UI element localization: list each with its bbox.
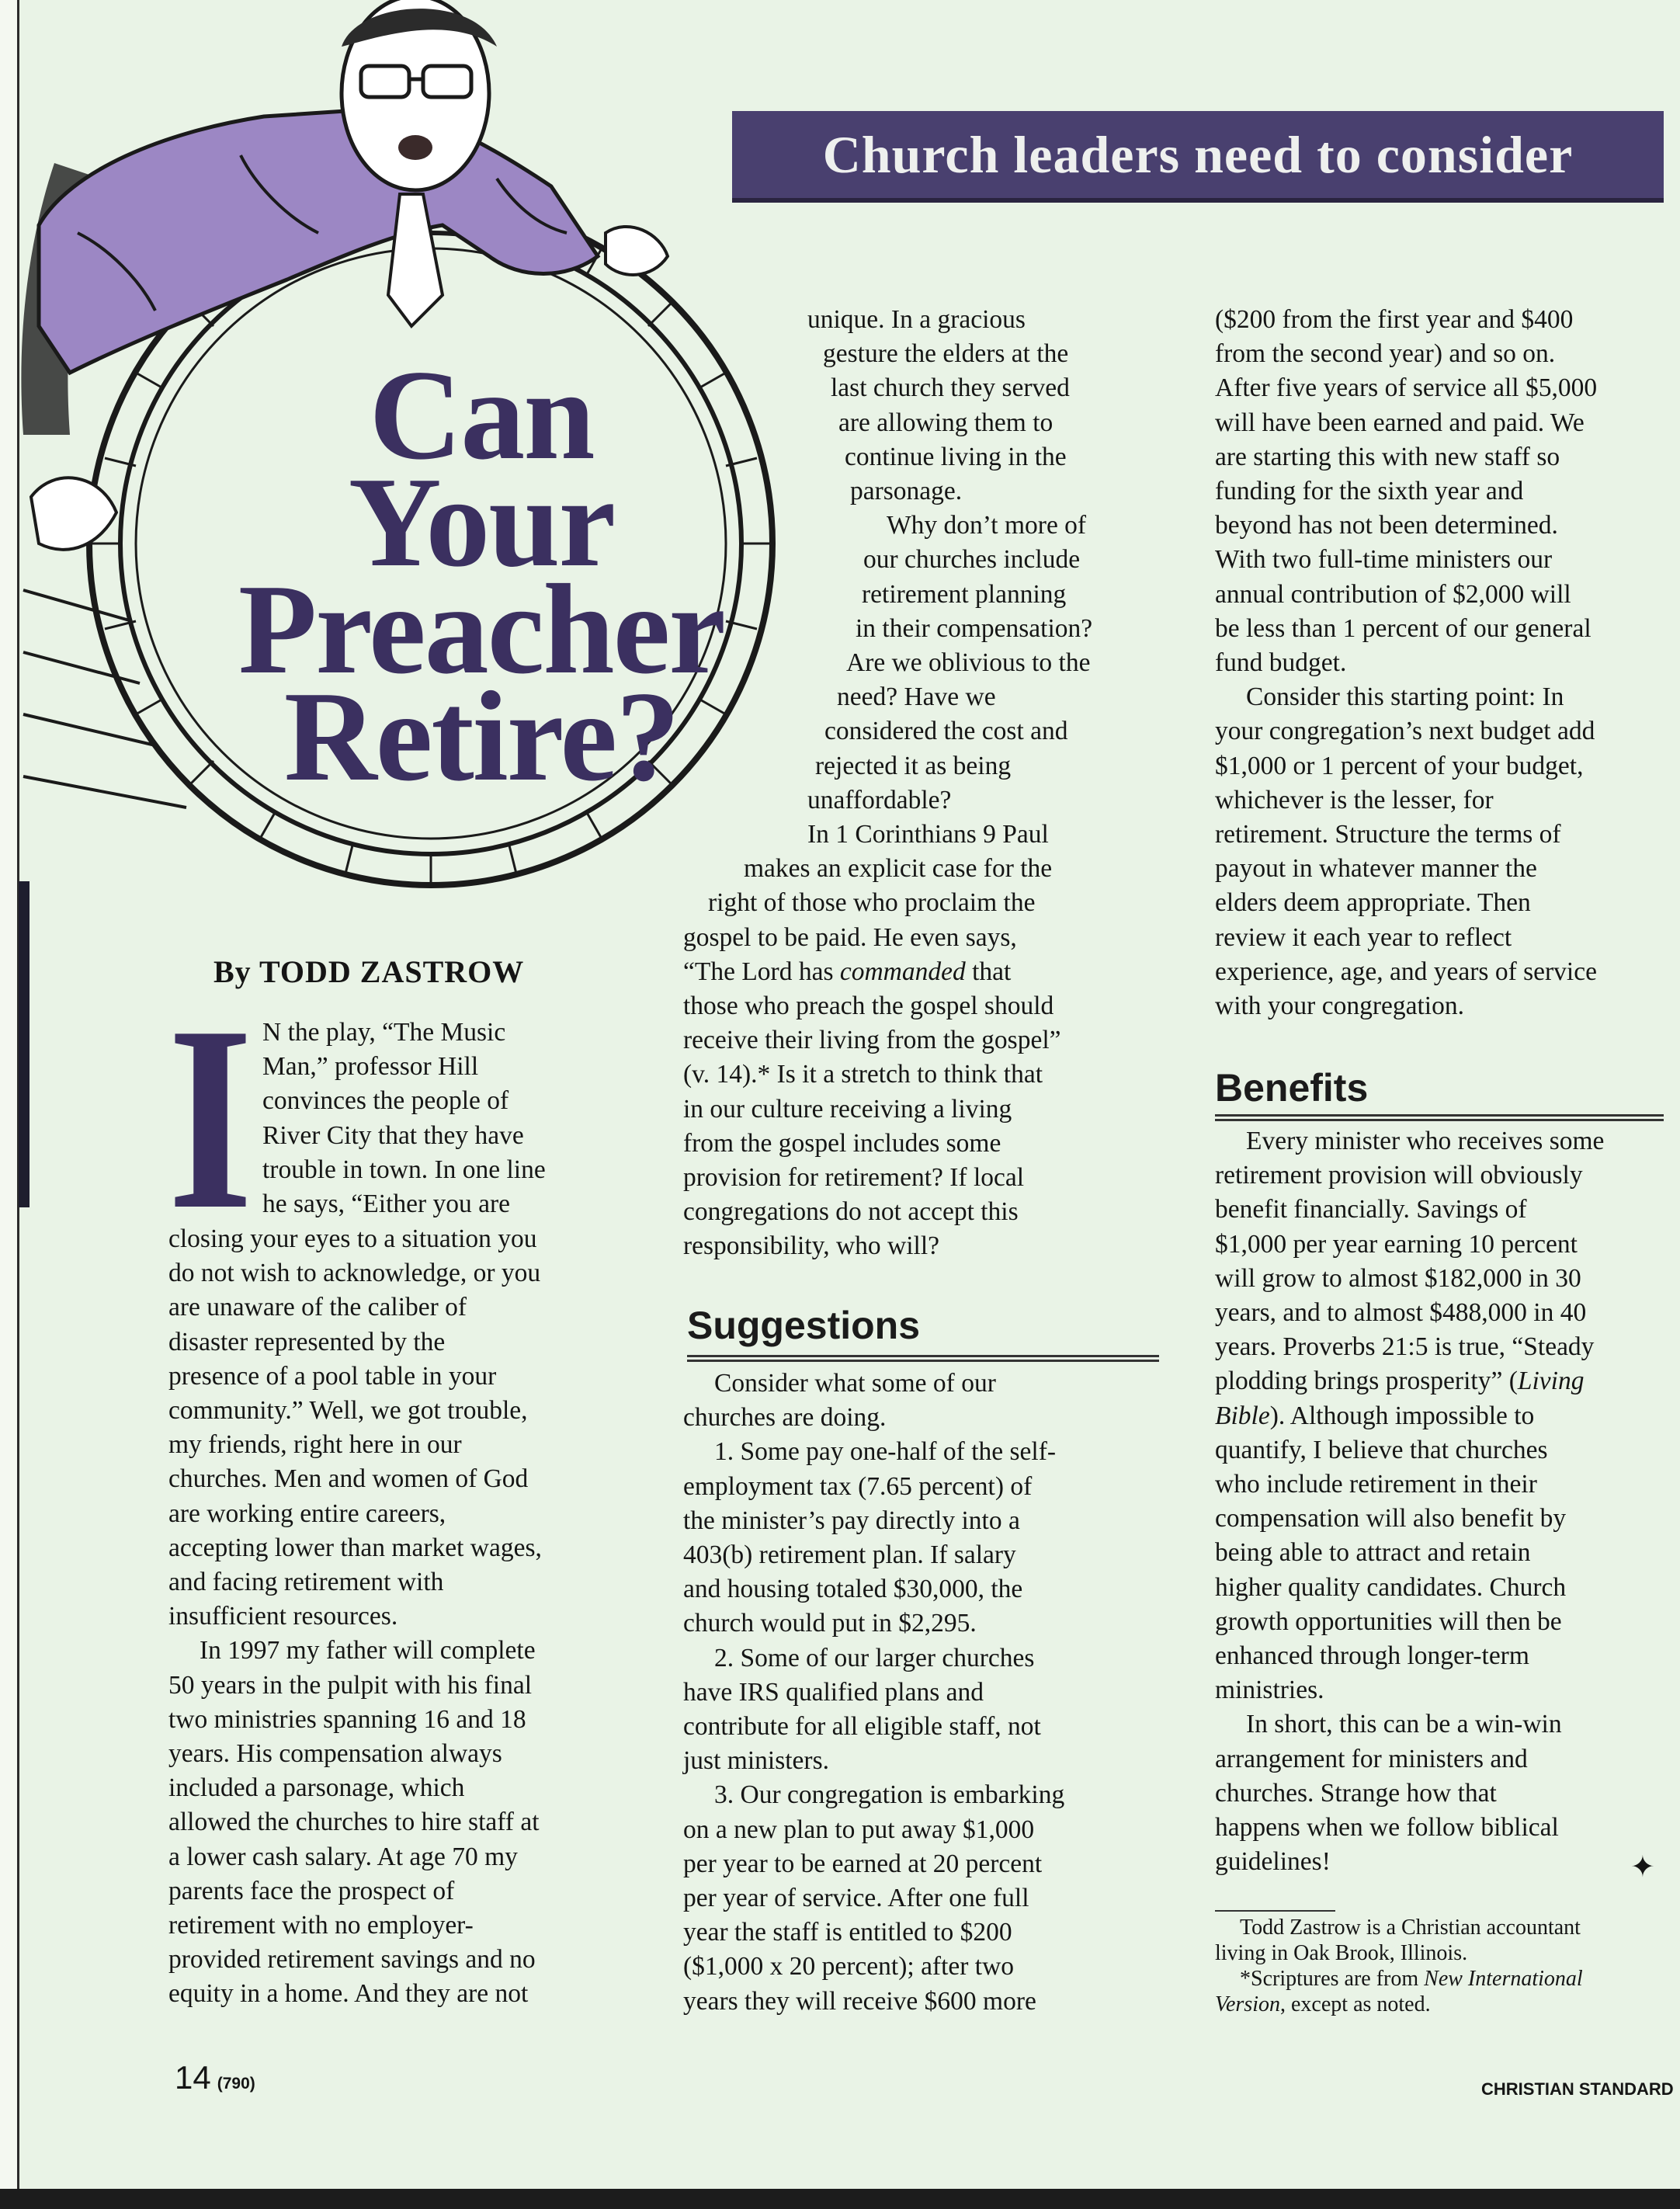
text-line: contribute for all eligible staff, not <box>683 1712 1041 1742</box>
text-line: on a new plan to put away $1,000 <box>683 1815 1035 1844</box>
text-line: unique. In a gracious <box>807 305 1026 334</box>
text-line: In 1997 my father will complete <box>200 1636 536 1665</box>
text-line: have IRS qualified plans and <box>683 1677 984 1707</box>
title-line: Preacher <box>238 557 725 700</box>
text-line: will grow to almost $182,000 in 30 <box>1215 1263 1581 1293</box>
text-line: annual contribution of $2,000 will <box>1215 579 1571 609</box>
header-banner <box>732 111 1664 203</box>
text-line: equity in a home. And they are not <box>168 1979 529 2009</box>
column-3-bottom <box>1215 1124 1665 1879</box>
emphasis: Living <box>1517 1367 1585 1396</box>
text-line: Are we oblivious to the <box>846 648 1091 678</box>
text-line: be less than 1 percent of our general <box>1215 613 1591 643</box>
text-line: payout in whatever manner the <box>1215 854 1537 884</box>
text-line: enhanced through longer-term <box>1215 1641 1529 1671</box>
text-line: whichever is the lesser, for <box>1215 785 1494 814</box>
text-line: With two full-time ministers our <box>1215 545 1553 575</box>
text-line: presence of a pool table in your <box>168 1361 497 1391</box>
text-line: (v. 14).* Is it a stretch to think that <box>683 1060 1043 1089</box>
text-line: 1. Some pay one-half of the self- <box>714 1437 1057 1467</box>
text-line: churches. Strange how that <box>1215 1778 1497 1808</box>
text-line: gospel to be paid. He even says, <box>683 922 1017 952</box>
text-line: retirement planning <box>862 579 1067 609</box>
text-line: Consider this starting point: In <box>1246 682 1564 712</box>
text-line: will have been earned and paid. We <box>1215 408 1585 437</box>
text-line: last church they served <box>831 373 1070 403</box>
text-line: included a parsonage, which <box>168 1773 465 1803</box>
text-line: In 1 Corinthians 9 Paul <box>807 820 1049 849</box>
heading-rule <box>1215 1114 1664 1121</box>
text-line: two ministries spanning 16 and 18 <box>168 1704 526 1734</box>
text-line: Consider what some of our <box>714 1369 996 1398</box>
text-line: $1,000 or 1 percent of your budget, <box>1215 751 1584 780</box>
text-line: employment tax (7.65 percent) of <box>683 1471 1033 1501</box>
text-line: being able to attract and retain <box>1215 1538 1531 1568</box>
text-line: 2. Some of our larger churches <box>714 1643 1035 1672</box>
text-line: are unaware of the caliber of <box>168 1293 467 1322</box>
emphasis: Bible <box>1215 1401 1270 1430</box>
drop-cap-letter: I <box>168 971 253 1264</box>
text-line: in our culture receiving a living <box>683 1094 1012 1124</box>
text-line: those who preach the gospel should <box>683 992 1054 1021</box>
text-line: years. Proverbs 21:5 is true, “Steady <box>1215 1332 1595 1362</box>
text-line: years they will receive $600 more <box>683 1986 1036 2016</box>
text-line: ($1,000 x 20 percent); after two <box>683 1952 1015 1982</box>
byline: By TODD ZASTROW <box>213 954 525 989</box>
author-footnote <box>1215 1915 1665 2017</box>
page-number: 14 <box>175 2059 211 2096</box>
text-run: plodding brings prosperity” ( <box>1215 1367 1518 1396</box>
text-line: per year of service. After one full <box>683 1884 1029 1913</box>
text-line: continue living in the <box>845 442 1067 471</box>
text-line: River City that they have <box>262 1120 524 1150</box>
text-line: community.” Well, we got trouble, <box>168 1396 528 1426</box>
text-line: 403(b) retirement plan. If salary <box>683 1540 1016 1570</box>
text-line: churches are doing. <box>683 1403 887 1433</box>
text-line <box>1215 1966 1665 1992</box>
text-line: considered the cost and <box>824 717 1068 746</box>
text-line: Todd Zastrow is a Christian accountant <box>1240 1916 1581 1940</box>
column-3-top <box>1215 303 1665 1023</box>
text-line: from the gospel includes some <box>683 1128 1001 1158</box>
text-line: and facing retirement with <box>168 1568 444 1597</box>
text-line: year the staff is entitled to $200 <box>683 1918 1012 1947</box>
text-line: a lower cash salary. At age 70 my <box>168 1842 518 1871</box>
text-line: the minister’s pay directly into a <box>683 1506 1020 1535</box>
text-line: my friends, right here in our <box>168 1430 462 1460</box>
magazine-name: CHRISTIAN STANDARD <box>1481 2079 1674 2099</box>
column-2-bottom <box>683 1367 1161 2019</box>
text-line: happens when we follow biblical <box>1215 1813 1559 1843</box>
drop-cap <box>165 971 256 1264</box>
text-line: After five years of service all $5,000 <box>1215 373 1598 403</box>
title-line: Your <box>348 450 615 593</box>
text-line: do not wish to acknowledge, or you <box>168 1259 541 1288</box>
title-line: Can <box>369 343 594 486</box>
end-of-article-icon: ✦ <box>1630 1851 1655 1884</box>
text-line: review it each year to reflect <box>1215 922 1512 952</box>
text-line: just ministers. <box>683 1746 829 1776</box>
text-line: Man,” professor Hill <box>262 1052 479 1082</box>
text-line: ($200 from the first year and $400 <box>1215 305 1574 334</box>
text-line: receive their living from the gospel” <box>683 1026 1061 1055</box>
text-line: disaster represented by the <box>168 1327 446 1356</box>
text-line: are starting this with new staff so <box>1215 442 1560 471</box>
text-line: insufficient resources. <box>168 1602 398 1631</box>
text-run: ). Although impossible to <box>1269 1401 1535 1430</box>
text-line: experience, age, and years of service <box>1215 957 1597 986</box>
text-line: 3. Our congregation is embarking <box>714 1780 1065 1810</box>
title-line: Retire? <box>283 665 679 808</box>
column-1-intro <box>262 1016 635 1221</box>
text-line: beyond has not been determined. <box>1215 511 1558 540</box>
text-line: rejected it as being <box>815 751 1012 780</box>
text-line <box>1215 1992 1665 2017</box>
text-line: In short, this can be a win-win <box>1246 1710 1562 1739</box>
text-line: allowed the churches to hire staff at <box>168 1808 540 1837</box>
issue-page-number: (790) <box>217 2075 255 2093</box>
text-line: ministries. <box>1215 1676 1324 1705</box>
suggestions-heading: Suggestions <box>687 1304 921 1347</box>
text-line: closing your eyes to a situation you <box>168 1224 537 1253</box>
text-run: “The Lord has <box>683 957 834 986</box>
text-line: churches. Men and women of God <box>168 1464 529 1494</box>
text-line: guidelines! <box>1215 1847 1331 1877</box>
heading-rule <box>687 1355 1159 1362</box>
text-line <box>683 955 1165 989</box>
text-line: years. His compensation always <box>168 1739 502 1769</box>
text-line: church would put in $2,295. <box>683 1609 977 1638</box>
text-line: provided retirement savings and no <box>168 1945 536 1975</box>
text-line: convinces the people of <box>262 1086 509 1116</box>
text-line: your congregation’s next budget add <box>1215 717 1595 746</box>
text-line: per year to be earned at 20 percent <box>683 1849 1043 1878</box>
text-line: retirement. Structure the terms of <box>1215 820 1561 849</box>
text-line <box>1215 1399 1665 1433</box>
text-line: 50 years in the pulpit with his final <box>168 1670 533 1700</box>
text-line: retirement provision will obviously <box>1215 1161 1583 1190</box>
text-line: unaffordable? <box>807 785 952 814</box>
text-line: benefit financially. Savings of <box>1215 1195 1527 1224</box>
text-line: fund budget. <box>1215 648 1347 678</box>
text-line: higher quality candidates. Church <box>1215 1572 1567 1602</box>
text-line: in their compensation? <box>856 613 1093 643</box>
text-line: elders deem appropriate. Then <box>1215 888 1531 918</box>
text-line: he says, “Either you are <box>262 1190 511 1219</box>
text-line: years, and to almost $488,000 in 40 <box>1215 1298 1587 1328</box>
text-line: responsibility, who will? <box>683 1231 940 1261</box>
text-line: N the play, “The Music <box>262 1018 506 1047</box>
emphasis: commanded <box>839 957 966 986</box>
text-run: , except as noted. <box>1280 1992 1431 2016</box>
text-line: compensation will also benefit by <box>1215 1504 1567 1533</box>
text-line: arrangement for ministers and <box>1215 1744 1528 1773</box>
text-line: parents face the prospect of <box>168 1876 455 1905</box>
text-line: quantify, I believe that churches <box>1215 1435 1548 1464</box>
text-line: growth opportunities will then be <box>1215 1606 1562 1636</box>
text-line: $1,000 per year earning 10 percent <box>1215 1229 1578 1259</box>
text-line <box>1215 1364 1665 1398</box>
text-line: need? Have we <box>837 682 996 712</box>
text-line: with your congregation. <box>1215 992 1464 1021</box>
text-line: congregations do not accept this <box>683 1197 1019 1227</box>
text-run: *Scriptures are from <box>1240 1967 1419 1991</box>
text-line: accepting lower than market wages, <box>168 1533 542 1562</box>
emphasis: New International <box>1424 1967 1583 1991</box>
column-1 <box>168 1222 642 2012</box>
text-line: who include retirement in their <box>1215 1470 1537 1499</box>
emphasis: Version <box>1215 1992 1280 2016</box>
text-line: gesture the elders at the <box>823 339 1069 369</box>
text-line: trouble in town. In one line <box>262 1155 546 1184</box>
page-folio <box>175 2059 255 2096</box>
text-line: parsonage. <box>850 477 963 506</box>
text-line: are allowing them to <box>838 408 1053 437</box>
footnote-rule <box>1215 1910 1335 1912</box>
text-line: provision for retirement? If local <box>683 1163 1025 1193</box>
column-2-top <box>683 303 1165 1264</box>
text-line: from the second year) and so on. <box>1215 339 1556 369</box>
text-line: and housing totaled $30,000, the <box>683 1575 1023 1604</box>
margin-marker <box>19 881 30 1207</box>
text-line: right of those who proclaim the <box>708 888 1036 918</box>
text-line: our churches include <box>863 545 1081 575</box>
text-line: Why don’t more of <box>887 511 1087 540</box>
benefits-heading: Benefits <box>1215 1066 1369 1110</box>
text-line: living in Oak Brook, Illinois. <box>1215 1941 1468 1965</box>
scan-edge <box>0 2189 1680 2209</box>
text-line: Every minister who receives some <box>1246 1127 1605 1155</box>
text-line: makes an explicit case for the <box>744 854 1053 884</box>
text-line: retirement with no employer- <box>168 1911 474 1940</box>
banner-text: Church leaders need to consider <box>822 124 1574 184</box>
text-line: are working entire careers, <box>168 1499 446 1528</box>
text-run: that <box>972 957 1012 986</box>
text-line: funding for the sixth year and <box>1215 477 1524 506</box>
